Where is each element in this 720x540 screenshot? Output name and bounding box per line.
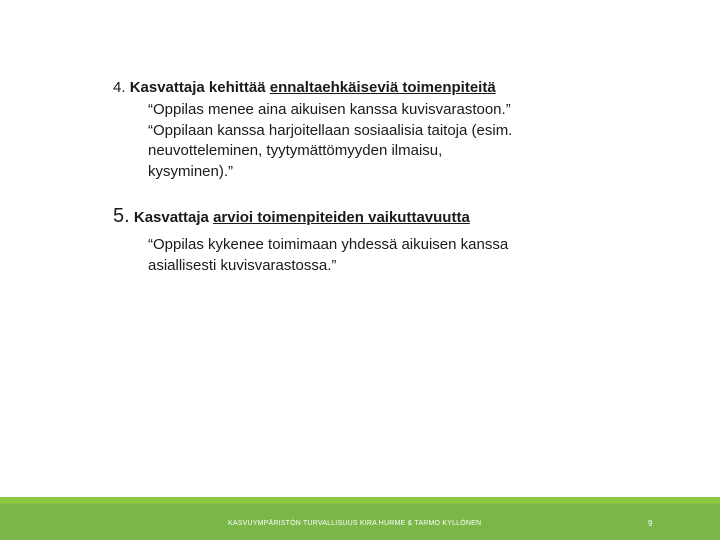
list-item-5 <box>113 206 593 276</box>
footer-accent-line <box>0 497 720 504</box>
footer-bar <box>0 504 720 540</box>
item-quotes <box>148 235 593 276</box>
quote-line: “Oppilaan kanssa harjoitellaan sosiaalisia taitoja (esim. <box>148 121 513 139</box>
page-number: 9 <box>648 519 653 528</box>
quote-line: neuvotteleminen, tyytymättömyyden ilmaisu, <box>148 142 443 159</box>
quote-line: kysyminen).” <box>148 162 234 180</box>
item-underlined: arvioi toimenpiteiden vaikuttavuutta <box>213 209 470 226</box>
quote-line: asiallisesti kuvisvarastossa.” <box>148 256 337 274</box>
item-underlined: ennaltaehkäiseviä toimenpiteitä <box>269 79 496 96</box>
item-quotes <box>148 100 593 182</box>
item-heading <box>113 78 593 98</box>
item-lead: Kasvattaja kehittää <box>129 79 266 96</box>
quote-line: “Oppilas menee aina aikuisen kanssa kuvisvarastoon.” <box>148 101 511 118</box>
list-item-4 <box>113 78 593 182</box>
item-lead: Kasvattaja <box>133 209 209 226</box>
quote-line: “Oppilas kykenee toimimaan yhdessä aikuisen kanssa <box>148 236 509 253</box>
item-number: 4. <box>113 79 126 96</box>
item-number: 5. <box>113 205 130 227</box>
item-heading <box>113 206 593 228</box>
footer-text: KASVUYMPÄRISTÖN TURVALLISUUS KIRA HURME & TARMO KYLLÖNEN <box>228 520 482 527</box>
